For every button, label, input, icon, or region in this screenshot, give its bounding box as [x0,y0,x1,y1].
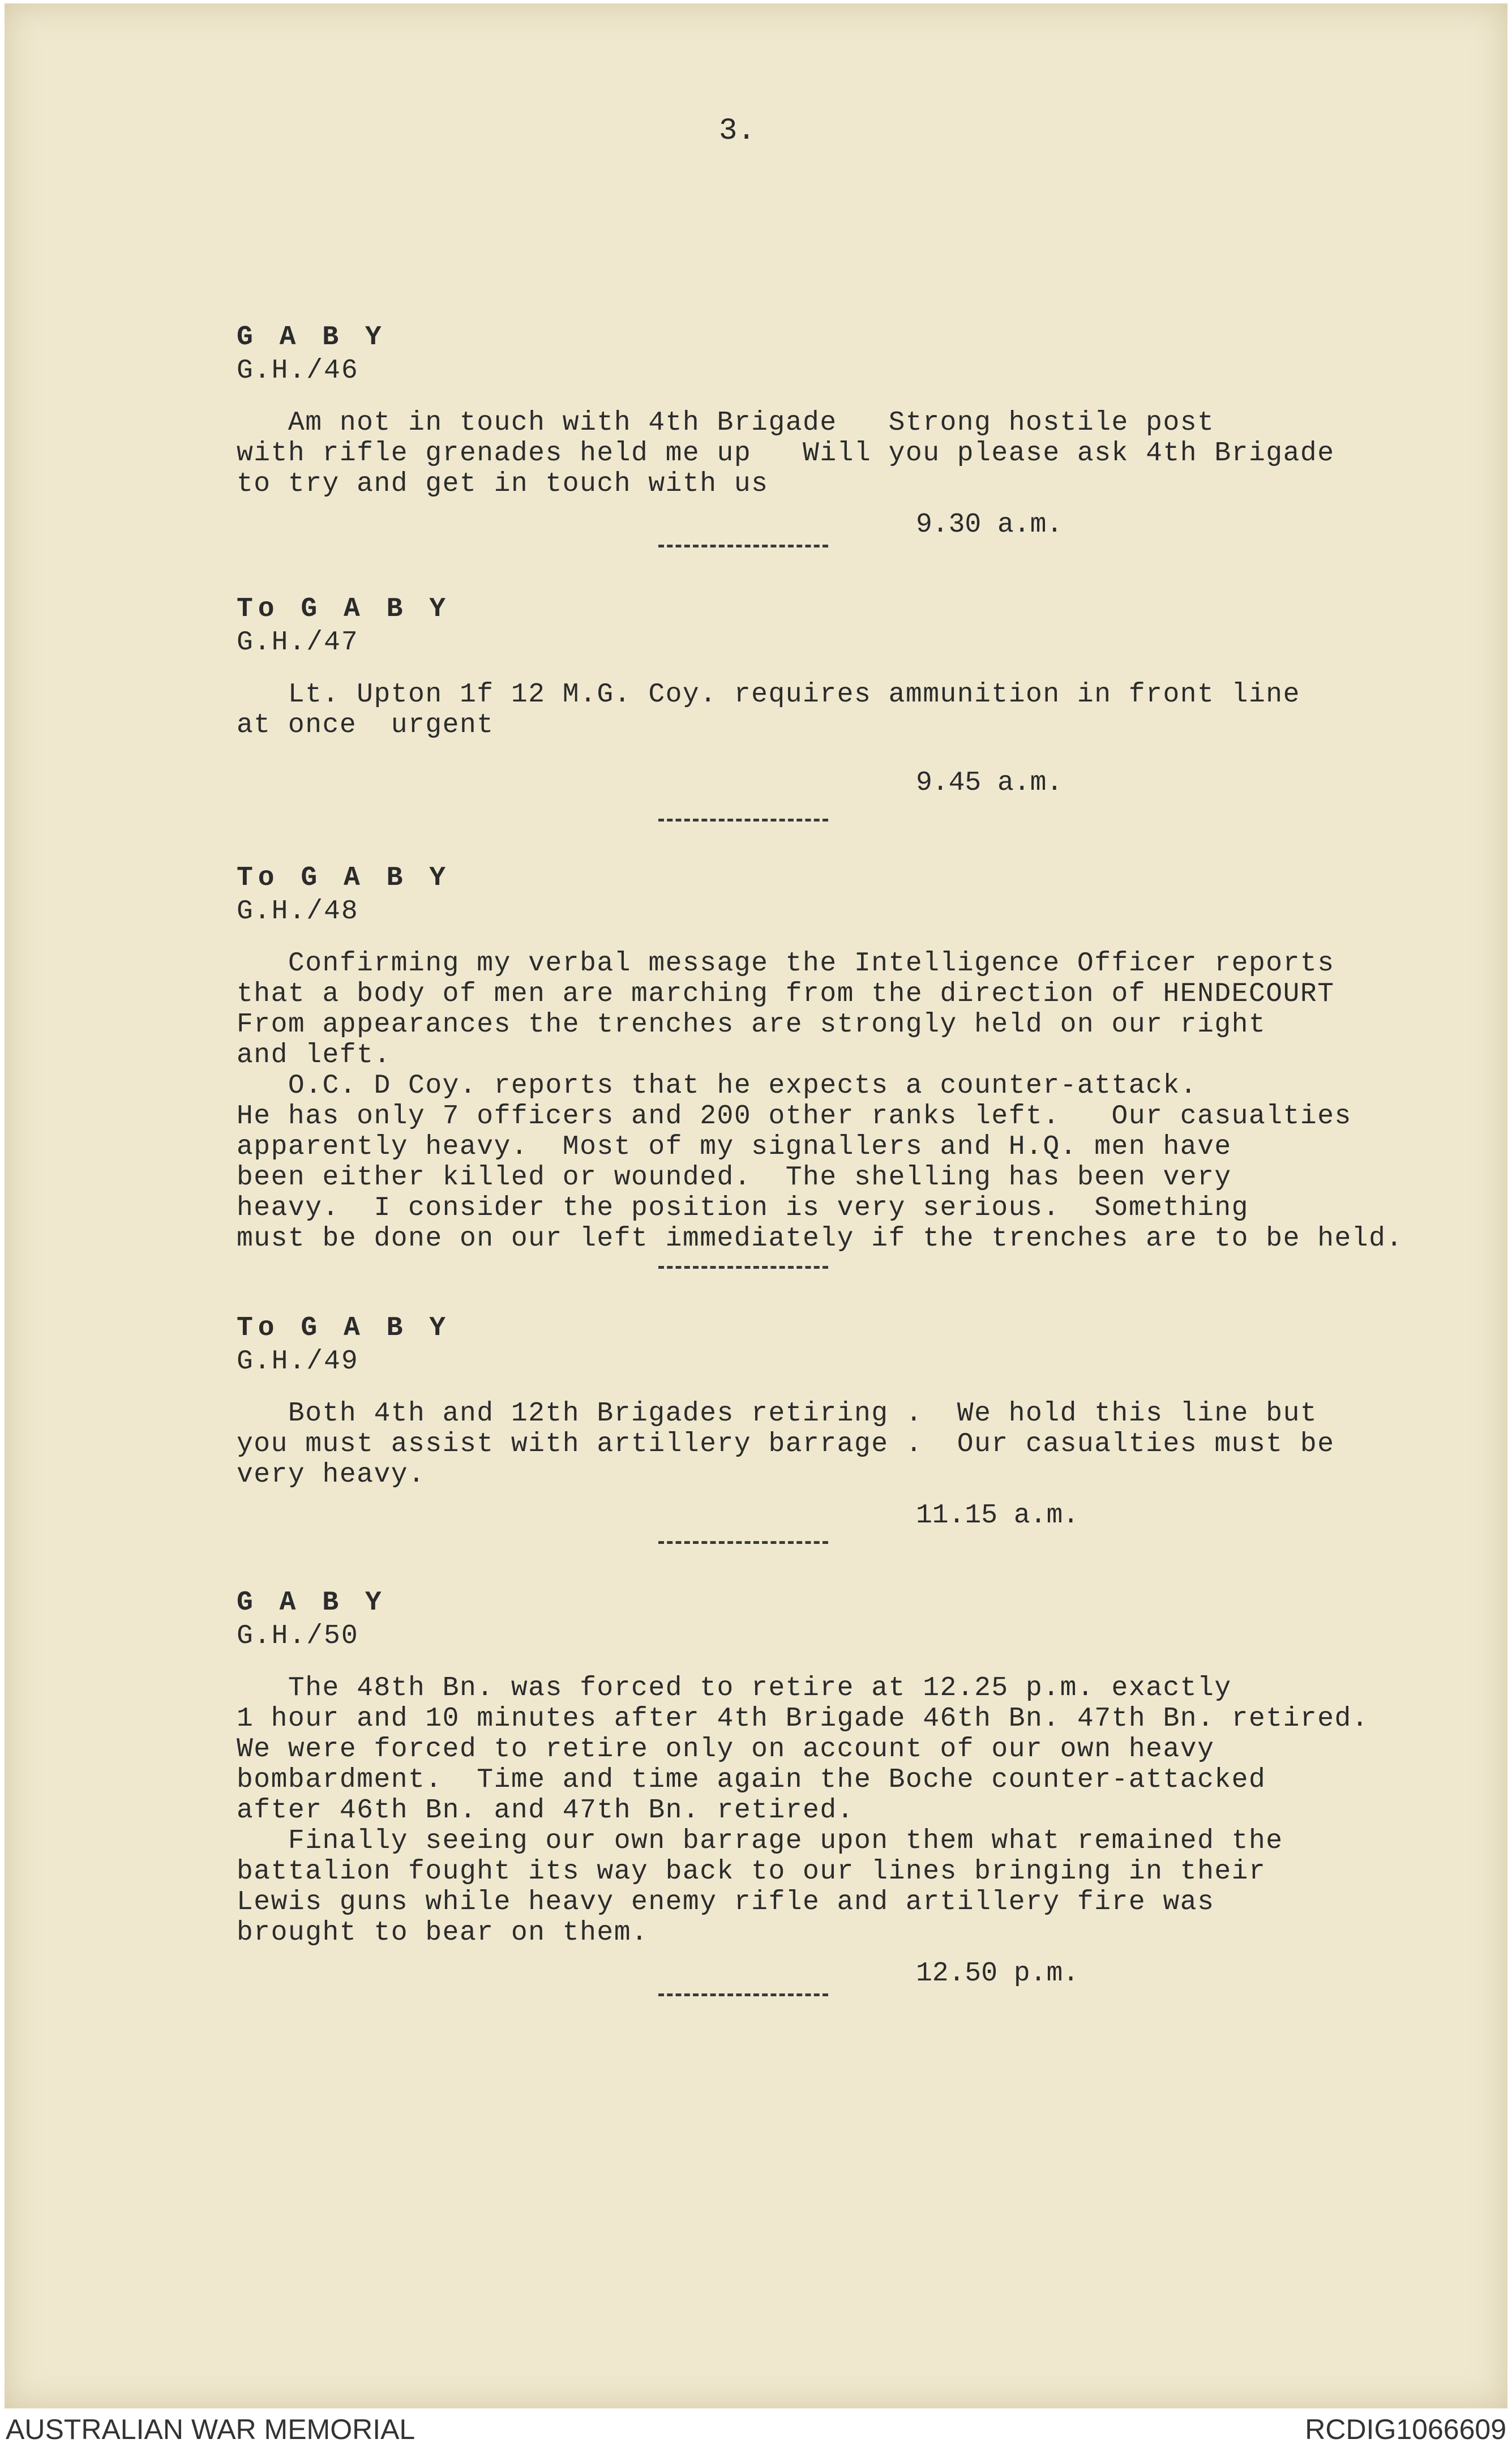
message-reference: G.H./50 [237,1621,359,1651]
page-number: 3. [719,114,756,148]
message-heading: G A B Y [237,322,387,353]
message-heading: G A B Y [237,1588,387,1618]
separator-line [658,1993,828,1996]
archive-id: RCDIG1066609 [1305,2414,1506,2445]
message-gh48 [237,861,1454,1254]
message-body: Lt. Upton 1f 12 M.G. Coy. requires ammunition in front line at once urgent [237,679,1300,741]
message-body: Am not in touch with 4th Brigade Strong hostile post with rifle grenades held me up Will you please ask 4th Brigade to try and get in touch with us [237,408,1335,499]
separator-line [658,545,828,547]
separator-line [658,1541,828,1544]
archive-credit: AUSTRALIAN WAR MEMORIAL [6,2414,416,2445]
message-reference: G.H./49 [237,1346,359,1377]
message-gh49 [237,1311,1454,1531]
separator-line [658,1266,828,1269]
message-gh46 [237,320,1454,540]
message-body: Confirming my verbal message the Intelligence Officer reports that a body of men are marching from the direction of HENDECOURT From appearances the trenches are strongly held on our right and left. O.C. D Coy. reports that he expects a counter-attack. He has only 7 officers and 200 other ranks left. Our casualties apparently heavy. Most of my signallers and H.Q. men have been either killed or wounded. The shelling has been very heavy. I consider the position is very serious. Something must be done on our left immediately if the trenches are to be held. [237,948,1403,1254]
message-gh47 [237,592,1454,798]
message-reference: G.H./46 [237,356,359,386]
separator-line [658,819,828,821]
message-heading: To G A B Y [237,863,451,893]
message-reference: G.H./47 [237,627,359,658]
message-time: 12.50 p.m. [916,1958,1080,1989]
message-body: The 48th Bn. was forced to retire at 12.25 p.m. exactly 1 hour and 10 minutes after 4th Brigade 46th Bn. 47th Bn. retired. We were forced to retire only on account of our own heavy bombardment. Time and time again the Boche counter-attacked after 46th Bn. and 47th Bn. retired. Finally seeing our own barrage upon them what remained the battalion fought its way back to our lines bringing in their Lewis guns while heavy enemy rifle and artillery fire was brought to bear on them. [237,1673,1369,1948]
message-time: 9.45 a.m. [916,768,1063,798]
document-page [5,3,1507,2408]
message-time: 9.30 a.m. [916,510,1063,540]
message-heading: To G A B Y [237,594,451,624]
message-reference: G.H./48 [237,896,359,927]
message-time: 11.15 a.m. [916,1500,1080,1531]
message-body: Both 4th and 12th Brigades retiring . We hold this line but you must assist with artillery barrage . Our casualties must be very heavy. [237,1398,1335,1490]
message-heading: To G A B Y [237,1313,451,1343]
message-gh50 [237,1586,1454,1989]
